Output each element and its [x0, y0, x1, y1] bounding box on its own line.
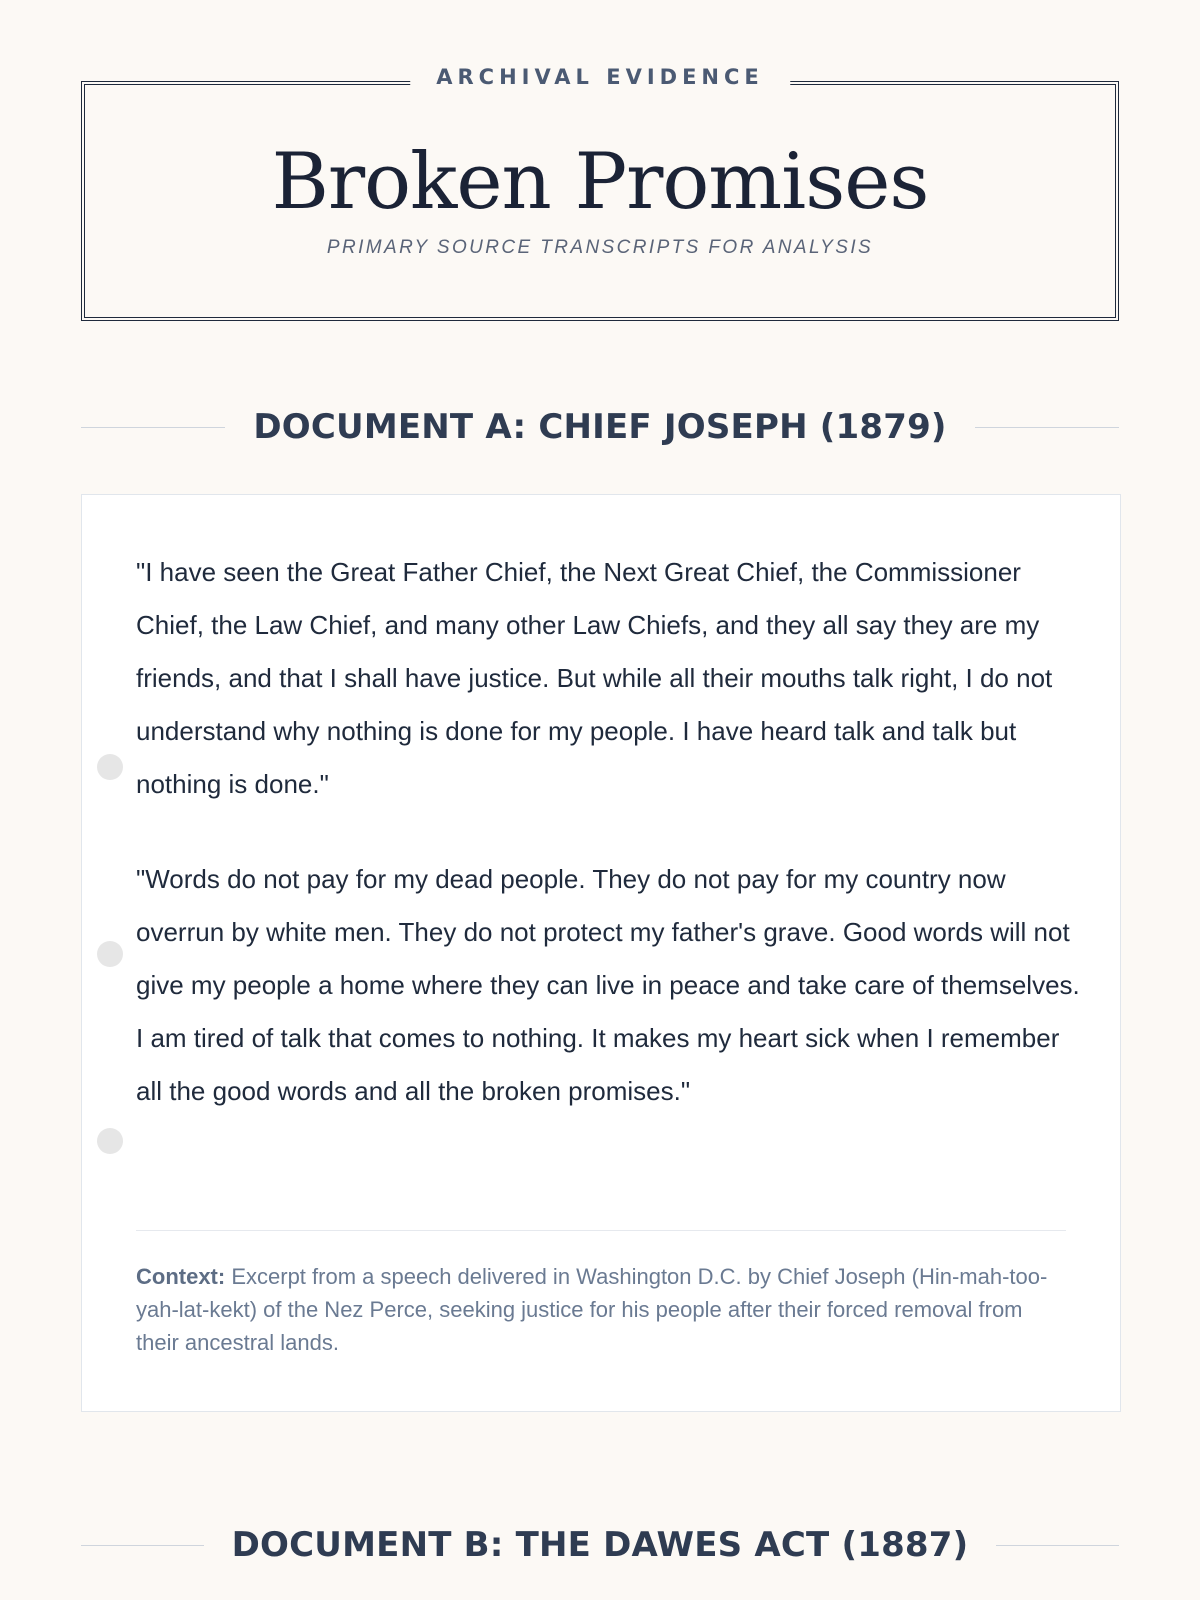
eyebrow-label: ARCHIVAL EVIDENCE [410, 62, 790, 92]
context-label: Context: [136, 1264, 226, 1289]
heading-rule-left [81, 427, 225, 428]
context-divider [136, 1230, 1066, 1231]
heading-rule-right [996, 1545, 1119, 1546]
page-title: Broken Promises [271, 137, 929, 227]
section-heading-document-a [81, 398, 1119, 456]
page-subtitle: PRIMARY SOURCE TRANSCRIPTS FOR ANALYSIS [326, 237, 874, 258]
heading-rule-left [81, 1545, 204, 1546]
document-b-title: DOCUMENT B: THE DAWES ACT (1887) [231, 1525, 969, 1565]
annotation-marker[interactable] [97, 941, 123, 967]
quote-paragraph-1: "I have seen the Great Father Chief, the Next Great Chief, the Commissioner Chief, the Law Chief, and many other Law Chiefs, and they all say they are my friends, and that I shall have justice. But while all their mouths talk right, I do not understand why nothing is done for my people. I have heard talk and talk but nothing is done." [136, 557, 1053, 799]
quote-paragraph-2: "Words do not pay for my dead people. They do not pay for my country now overrun by white men. They do not protect my father's grave. Good words will not give my people a home where they can live in peace and take care of themselves. I am tired of talk that comes to nothing. It makes my heart sick when I remember all the good words and all the broken promises." [136, 864, 1080, 1106]
section-heading-document-b [81, 1516, 1119, 1574]
context-note [136, 1260, 1071, 1359]
document-a-card [81, 494, 1121, 1412]
document-a-title: DOCUMENT A: CHIEF JOSEPH (1879) [253, 407, 947, 447]
heading-rule-right [975, 427, 1119, 428]
context-text: Excerpt from a speech delivered in Washington D.C. by Chief Joseph (Hin-mah-too-yah-lat-kekt) of the Nez Perce, seeking justice for his people after their forced removal from their ancestral lands. [136, 1264, 1048, 1355]
annotation-marker[interactable] [97, 754, 123, 780]
annotation-marker[interactable] [97, 1128, 123, 1154]
